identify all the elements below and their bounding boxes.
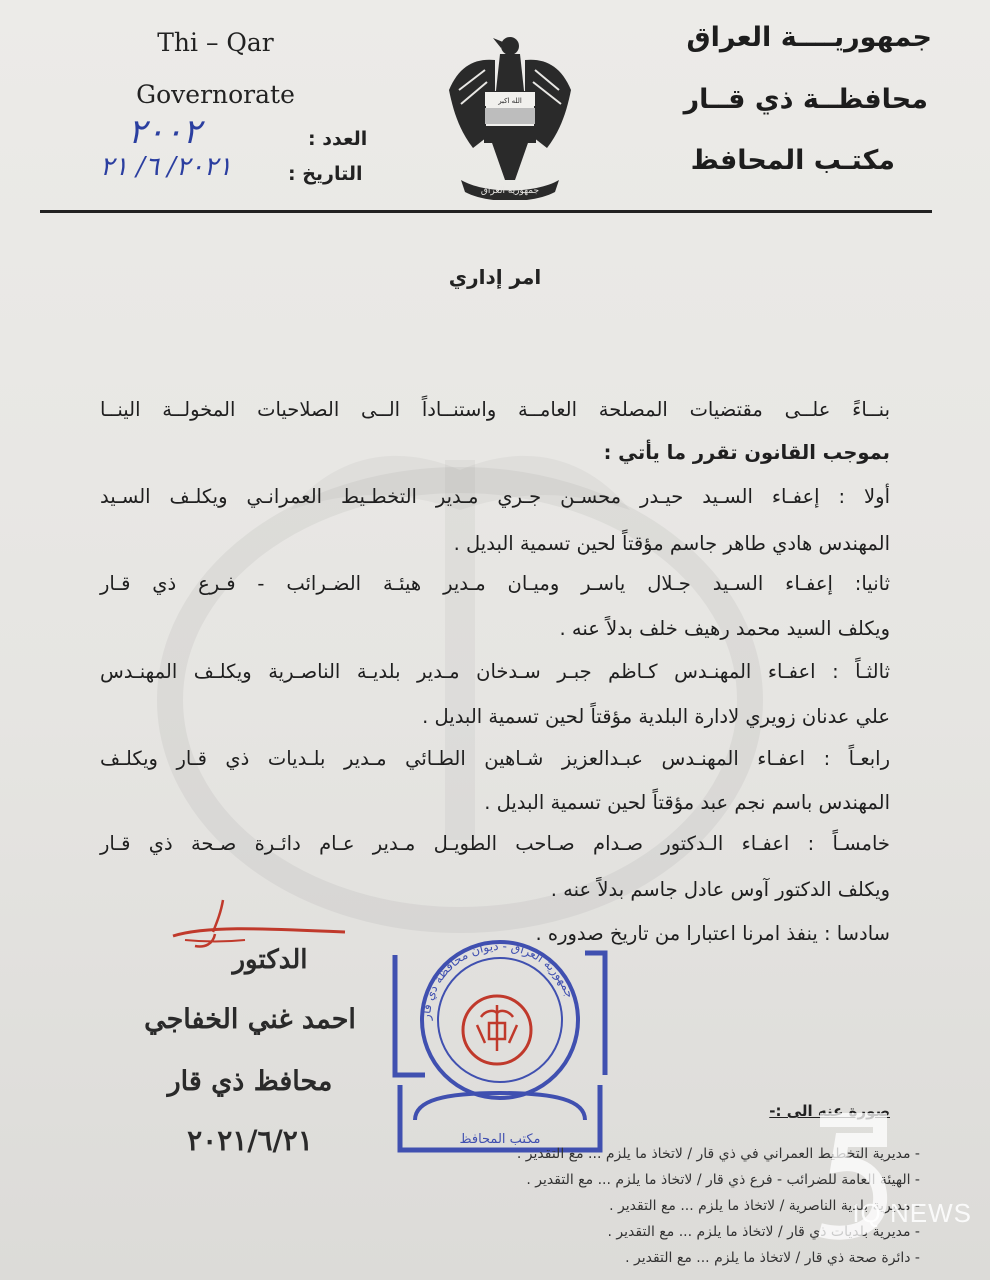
body-line: أولا : إعفـاء السـيد حيـدر محسـن جـري مـدير التخطـيط العمرانـي ويكلـف السـيد bbox=[100, 485, 890, 508]
document-title: امر إداري bbox=[448, 265, 542, 289]
body-line: ويكلف الدكتور آوس عادل جاسم بدلاً عنه . bbox=[550, 878, 890, 901]
iq-news-wordmark: IQ NEWS bbox=[852, 1198, 972, 1228]
stamp-bottom-text: مكتب المحافظ bbox=[459, 1132, 541, 1147]
date-handwritten: ٢٠٢١/ ٦/ ٢١ bbox=[100, 152, 232, 182]
body-line: ثالثـاً : اعفـاء المهنـدس كـاظم جبـر سـدخان مـدير بلديـة الناصـرية ويكلـف المهنـدس bbox=[100, 660, 890, 683]
cc-title: صورة عنه الى :- bbox=[769, 1102, 890, 1120]
number-label: العدد : bbox=[308, 128, 368, 150]
emblem-scroll-text: جمهورية العراق bbox=[480, 186, 540, 196]
signature-position: محافظ ذي قار bbox=[167, 1066, 333, 1097]
signature-title: الدكتور bbox=[232, 945, 308, 975]
body-line: علي عدنان زويري لادارة البلدية مؤقتاً لحين تسمية البديل . bbox=[422, 705, 890, 728]
body-line: سادسا : ينفذ امرنا اعتبارا من تاريخ صدوره . bbox=[535, 922, 890, 945]
body-line: بموجب القانون تقرر ما يأتي : bbox=[603, 441, 890, 464]
header-en-line1: Thi – Qar bbox=[157, 28, 274, 57]
cc-item: - مديرية بلدية الناصرية / لاتخاذ ما يلزم ... مع التقدير . bbox=[609, 1198, 920, 1214]
body-line: ثانيا: إعفـاء السـيد جـلال ياسـر وميـان مـدير هيئـة الضـرائب - فـرع ذي قـار bbox=[100, 572, 890, 595]
signature-name: احمد غني الخفاجي bbox=[144, 1004, 356, 1035]
body-line: خامسـاً : اعفـاء الـدكتور صـدام صـاحب الطويـل مـدير عـام دائـرة صـحة ذي قـار bbox=[100, 832, 890, 855]
cc-item: - مديرية بلديات ذي قار / لاتخاذ ما يلزم ... مع التقدير . bbox=[608, 1224, 920, 1240]
body-line: بنــاءً علــى مقتضيات المصلحة العامــة واستنــاداً الــى الصلاحيات المخولــة الينــا bbox=[100, 398, 890, 421]
stamp-ring-text: جمهورية العراق - ديوان محافظة ذي قار bbox=[418, 938, 578, 1021]
header-country: جمهوريــــة العراق bbox=[686, 22, 932, 53]
number-handwritten: ٢٠٠٢ bbox=[128, 112, 202, 152]
signature-date: ٢٠٢١/٦/٢١ bbox=[187, 1124, 313, 1157]
body-line: المهندس هادي طاهر جاسم مؤقتاً لحين تسمية البديل . bbox=[453, 532, 890, 555]
emblem-motto: الله اكبر bbox=[498, 97, 522, 105]
cc-item: - دائرة صحة ذي قار / لاتخاذ ما يلزم ... مع التقدير . bbox=[625, 1250, 920, 1266]
header-divider bbox=[40, 210, 932, 213]
header-office: مكتـب المحافظ bbox=[690, 145, 895, 176]
header-en-line2: Governorate bbox=[136, 80, 295, 109]
cc-item: - مديرية التخطيط العمراني في ذي قار / لاتخاذ ما يلزم ... مع التقدير . bbox=[517, 1146, 920, 1162]
body-line: المهندس باسم نجم عبد مؤقتاً لحين تسمية البديل . bbox=[484, 791, 890, 814]
official-stamp-icon bbox=[385, 925, 615, 1160]
date-label: التاريخ : bbox=[288, 163, 363, 185]
cc-item: - الهيئة العامة للضرائب - فرع ذي قار / لاتخاذ ما يلزم ... مع التقدير . bbox=[526, 1172, 920, 1188]
iraq-emblem-icon bbox=[445, 30, 575, 200]
body-line: ويكلف السيد محمد رهيف خلف بدلاً عنه . bbox=[559, 617, 890, 640]
header-governorate: محافظــة ذي قــار bbox=[683, 84, 928, 115]
body-line: رابعـاً : اعفـاء المهنـدس عبـدالعزيز شـاهين الطـائي مـدير بلـديات ذي قـار ويكلـف bbox=[100, 747, 890, 770]
